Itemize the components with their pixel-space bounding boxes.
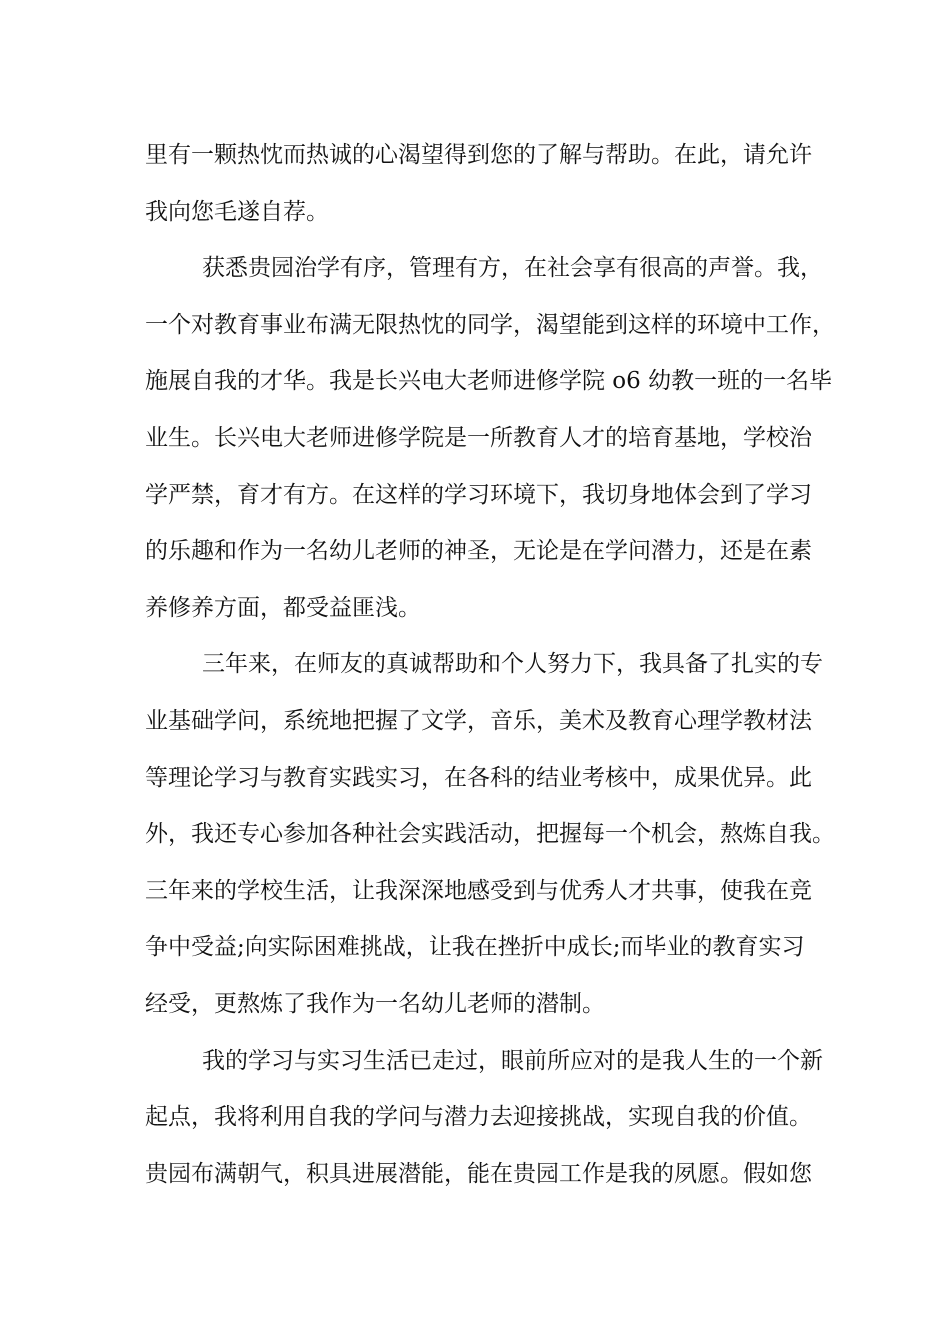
- text-line: 贵园布满朝气，积具进展潜能，能在贵园工作是我的夙愿。假如您: [145, 1160, 812, 1187]
- paragraph-start-line: 三年来，在师友的真诚帮助和个人努力下，我具备了扎实的专: [202, 651, 823, 678]
- paragraph-start-line: 获悉贵园治学有序，管理有方，在社会享有很高的声誉。我，: [202, 255, 823, 282]
- text-line: 三年来的学校生活，让我深深地感受到与优秀人才共事，使我在竞: [145, 877, 812, 904]
- text-line: 我向您毛遂自荐。: [145, 198, 329, 225]
- text-line: 起点，我将利用自我的学问与潜力去迎接挑战，实现自我的价值。: [145, 1104, 812, 1131]
- text-line: 里有一颗热忱而热诚的心渴望得到您的了解与帮助。在此，请允许: [145, 142, 812, 168]
- text-line: 养修养方面，都受益匪浅。: [145, 594, 421, 621]
- text-line: 业基础学问，系统地把握了文学，音乐，美术及教育心理学教材法: [145, 707, 812, 734]
- text-line: 施展自我的才华。我是长兴电大老师进修学院 o6 幼教一班的一名毕: [145, 368, 833, 395]
- text-line: 外，我还专心参加各种社会实践活动，把握每一个机会，熬炼自我。: [145, 821, 835, 848]
- text-line: 争中受益;向实际困难挑战，让我在挫折中成长;而毕业的教育实习: [145, 934, 805, 961]
- text-line: 学严禁，育才有方。在这样的学习环境下，我切身地体会到了学习: [145, 481, 812, 508]
- paragraph-start-line: 我的学习与实习生活已走过，眼前所应对的是我人生的一个新: [202, 1047, 823, 1074]
- text-line: 等理论学习与教育实践实习，在各科的结业考核中，成果优异。此: [145, 764, 812, 791]
- text-line: 一个对教育事业布满无限热忱的同学，渴望能到这样的环境中工作，: [145, 311, 835, 338]
- letter-body: [145, 127, 835, 1202]
- text-line: 的乐趣和作为一名幼儿老师的神圣，无论是在学问潜力，还是在素: [145, 538, 812, 565]
- text-line: 经受，更熬炼了我作为一名幼儿老师的潜制。: [145, 990, 605, 1017]
- text-line: 业生。长兴电大老师进修学院是一所教育人才的培育基地，学校治: [145, 424, 812, 451]
